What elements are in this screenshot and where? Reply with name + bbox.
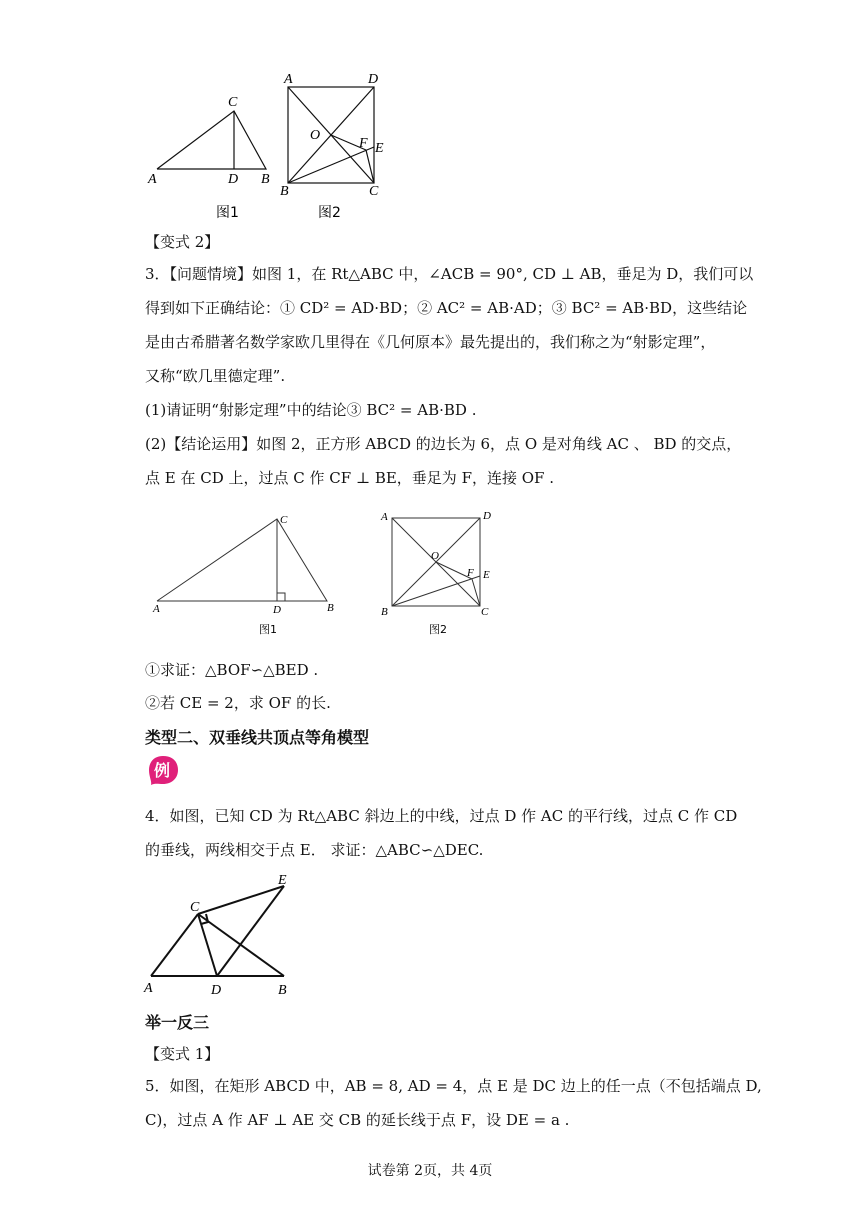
mid-fig1-caption: 图1 — [259, 623, 277, 636]
practice-heading: 举一反三 — [145, 1013, 210, 1032]
mid-fig2-label-b: B — [381, 606, 388, 618]
q3-line2: 得到如下正确结论：① CD² = AD·BD；② AC² = AB·AD；③ BC² = AB·BD，这些结论 — [145, 299, 748, 317]
q4-figure — [140, 870, 300, 998]
q4-label-d: D — [211, 983, 222, 998]
q4-line2: 的垂线，两线相交于点 E． 求证：△ABC∽△DEC. — [145, 841, 484, 859]
top-fig2-label-c: C — [369, 184, 379, 199]
top-fig2-label-e: E — [375, 141, 384, 156]
q3-sub1: ①求证：△BOF∽△BED . — [145, 661, 319, 679]
mid-fig1-triangle — [157, 519, 327, 601]
top-fig1-label-a: A — [148, 172, 157, 187]
q4-label-c: C — [190, 900, 200, 915]
q3-part1: (1)请证明“射影定理”中的结论③ BC² = AB·BD . — [145, 401, 477, 419]
q3-line1: 3．【问题情境】如图 1，在 Rt△ABC 中，∠ACB = 90°, CD ⊥ AB，垂足为 D，我们可以 — [145, 265, 754, 283]
top-fig1-label-d: D — [228, 172, 239, 187]
mid-fig2-label-e: E — [483, 569, 490, 581]
top-fig1-triangle — [157, 111, 266, 169]
mid-fig2-caption: 图2 — [429, 623, 447, 636]
mid-fig1-label-a: A — [153, 603, 160, 615]
q4-line1: 4．如图，已知 CD 为 Rt△ABC 斜边上的中线，过点 D 作 AC 的平行线，过点 C 作 CD — [145, 807, 738, 825]
variant2-tag: 【变式 2】 — [145, 233, 220, 251]
mid-fig2-label-a: A — [381, 511, 388, 523]
q5-line2: C)，过点 A 作 AF ⊥ AE 交 CB 的延长线于点 F，设 DE = a . — [145, 1111, 570, 1129]
q3-sub2: ②若 CE = 2，求 OF 的长. — [145, 694, 331, 712]
mid-fig2-label-d: D — [483, 510, 491, 522]
top-fig1-caption: 图1 — [216, 205, 239, 221]
top-fig2-label-d: D — [368, 72, 379, 87]
q4-label-b: B — [278, 983, 287, 998]
top-figures — [140, 65, 400, 225]
q4-label-e: E — [278, 873, 287, 888]
q4-label-a: A — [144, 981, 153, 996]
top-fig2-label-o: O — [310, 128, 321, 143]
top-fig1-label-b: B — [261, 172, 270, 187]
q3-part2-line1: (2)【结论运用】如图 2，正方形 ABCD 的边长为 6，点 O 是对角线 AC 、 BD 的交点， — [145, 435, 742, 453]
mid-fig2-label-o: O — [431, 550, 439, 562]
mid-fig1-label-b: B — [327, 602, 334, 614]
mid-fig2-label-c: C — [481, 606, 489, 618]
top-fig2-square — [288, 87, 374, 183]
q3-line3: 是由古希腊著名数学家欧几里得在《几何原本》最先提出的，我们称之为“射影定理”， — [145, 333, 716, 351]
top-fig1-label-c: C — [228, 95, 238, 110]
top-fig2-label-a: A — [284, 72, 293, 87]
top-fig2-label-b: B — [280, 184, 289, 199]
q3-line4: 又称“欧几里德定理”. — [145, 367, 286, 385]
top-fig2-label-f: F — [359, 136, 368, 151]
mid-figures — [145, 505, 515, 640]
page-footer: 试卷第 2页，共 4页 — [367, 1163, 493, 1179]
example-badge-text: 例 — [154, 761, 171, 780]
q3-part2-line2: 点 E 在 CD 上，过点 C 作 CF ⊥ BE，垂足为 F，连接 OF . — [145, 469, 554, 487]
q4-figure-lines — [151, 886, 284, 976]
mid-fig1-label-c: C — [280, 514, 288, 526]
example-badge-icon — [146, 754, 180, 786]
top-fig2-caption: 图2 — [318, 205, 341, 221]
variant1-tag: 【变式 1】 — [145, 1045, 220, 1063]
mid-fig2-square — [392, 518, 480, 606]
q5-line1: 5．如图，在矩形 ABCD 中，AB = 8, AD = 4，点 E 是 DC 边上的任一点（不包括端点 D, — [145, 1077, 762, 1095]
section2-heading: 类型二、双垂线共顶点等角模型 — [145, 728, 370, 747]
mid-fig1-label-d: D — [273, 604, 281, 616]
mid-fig2-label-f: F — [467, 567, 474, 579]
